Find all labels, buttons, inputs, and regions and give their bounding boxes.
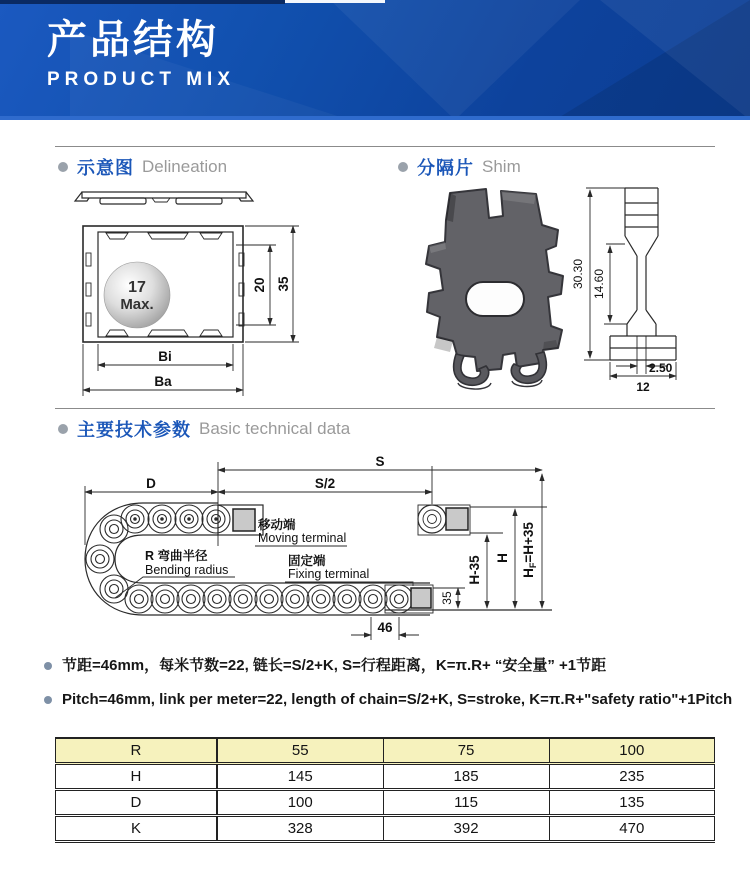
dim-outer-height: 35 [276,276,291,292]
ball-diameter-value: 17 [128,279,146,296]
header-top-strip-white [285,0,385,3]
fixing-terminal-label-en: Fixing terminal [288,567,370,581]
page-title [47,18,235,91]
table-header-row [56,738,715,764]
table-row [56,764,715,790]
dim-stroke: S [375,454,385,469]
shim-3d-render [426,189,563,389]
dim-h-minus-35: H-35 [467,555,482,585]
section-title-en: Basic technical data [199,419,351,438]
table-header-cell: 75 [383,738,549,764]
dim-inner-height: 20 [252,277,267,293]
shim-profile-drawing [571,188,676,394]
page-title-en: PRODUCT MIX [47,69,235,90]
dim-hf: $H_F=H+35$ [521,522,538,578]
table-cell: 115 [383,790,549,816]
table-row [56,816,715,842]
pitch-note-zh-text: 节距=46mm，每米节数=22, 链长=S/2+K, S=行程距离，K=π.R+ “安全量” +1节距 [62,657,607,674]
table-cell: 135 [549,790,714,816]
moving-terminal-label-zh: 移动端 [258,518,296,532]
chain-bend [86,515,128,603]
dim-shim-stem-width: 2.50 [649,361,673,375]
dim-35: 35 [440,591,454,605]
table-cell: 145 [217,764,383,790]
table-cell: D [56,790,217,816]
dim-d: D [146,476,156,491]
section-header-shim [398,154,521,180]
header-bottom-edge [0,116,750,120]
dim-shim-mid-height: 14.60 [592,268,606,300]
table-cell: 470 [549,816,714,842]
table-header-cell: 55 [217,738,383,764]
spec-table [55,737,715,843]
bullet-icon [44,696,52,704]
dim-outer-width: Ba [154,374,172,389]
table-cell: 235 [549,764,714,790]
section-title-zh: 示意图 [77,158,134,178]
dim-h: H [495,553,510,563]
bullet-icon [58,424,68,434]
pitch-note-en [44,691,744,710]
bending-radius-label-en: Bending radius [145,563,229,577]
max-cable-diameter-ball [104,262,170,328]
section-divider [55,408,715,409]
table-cell: 100 [217,790,383,816]
table-cell: 328 [217,816,383,842]
chain-cover-lid [75,192,253,204]
section-header-technical [58,416,350,442]
table-cell: H [56,764,217,790]
header-top-strip [0,0,285,4]
table-cell: 185 [383,764,549,790]
pitch-note-zh [44,657,744,676]
bullet-icon [44,662,52,670]
dim-inner-width: Bi [158,349,172,364]
moving-terminal-label-en: Moving terminal [258,531,347,545]
table-row [56,790,715,816]
section-title-zh: 主要技术参数 [77,420,191,440]
table-header-cell: 100 [549,738,714,764]
section-divider [55,146,715,147]
header-facet [330,0,580,120]
bending-radius-label-zh: R 弯曲半径 [145,549,208,563]
section-title-zh: 分隔片 [417,158,474,178]
page-title-zh: 产品结构 [47,18,219,62]
dim-shim-total-height: 30.30 [571,258,585,290]
table-cell: K [56,816,217,842]
dim-pitch: 46 [377,620,393,635]
chain-bottom-row [125,585,413,613]
pitch-note-en-text: Pitch=46mm, link per meter=22, length of chain=S/2+K, S=stroke, K=π.R+"safety ratio"+1Pitch [62,691,733,708]
page-header-banner [0,0,750,120]
chain-top-row [121,505,230,533]
dim-shim-base-width: 12 [636,380,650,394]
shim-drawing [400,178,730,398]
table-cell: 392 [383,816,549,842]
section-header-delineation [58,154,227,180]
bullet-icon [58,162,68,172]
section-title-en: Shim [482,157,521,176]
fixing-terminal-label-zh: 固定端 [288,554,326,568]
delineation-drawing [60,185,310,403]
section-title-en: Delineation [142,157,228,176]
ball-max-label: Max. [120,296,154,313]
chain-pitch-dimension [351,617,419,640]
dim-half-stroke: S/2 [314,476,336,491]
table-header-cell: R [56,738,217,764]
bullet-icon [398,162,408,172]
drag-chain-diagram [55,450,700,648]
